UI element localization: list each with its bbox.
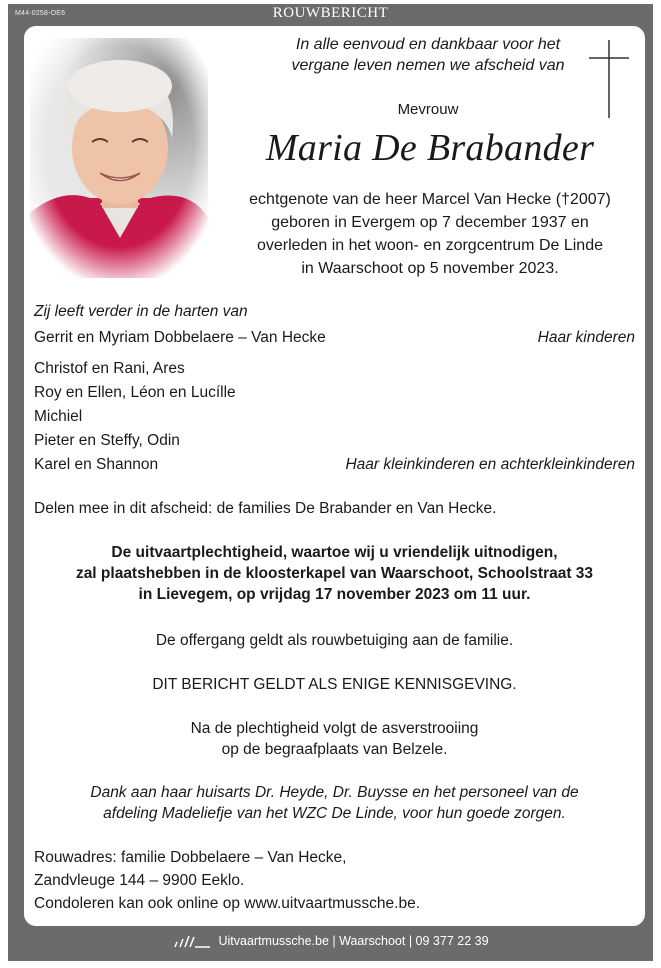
grandchild-line: Pieter en Steffy, Odin xyxy=(34,432,180,449)
children-row xyxy=(34,326,635,350)
address-line: Rouwadres: familie Dobbelaere – Van Hecke, xyxy=(34,849,347,866)
uitvaart-logo-icon xyxy=(172,934,212,948)
biography: echtgenote van de heer Marcel Van Hecke (†2007) geboren in Evergem op 7 december 1937 en overleden in het woon- en zorgcentrum De Linde in Waarschoot op 5 november 2023. xyxy=(249,191,611,277)
notice-text: DIT BERICHT GELDT ALS ENIGE KENNISGEVING. xyxy=(152,676,517,693)
deceased-name: Maria De Brabander xyxy=(265,127,595,169)
address-line: Zandvleuge 144 – 9900 Eeklo. xyxy=(34,872,245,889)
ceremony-text: De uitvaartplechtigheid, waartoe wij u vriendelijk uitnodigen, zal plaatshebben in de kloosterkapel van Waarschoot, Schoolstraat 33 in Lievegem, op vrijdag 17 november 2023 om 11 uur. xyxy=(75,544,594,603)
ashes-text: Na de plechtigheid volgt de asverstrooiing op de begraafplaats van Belzele. xyxy=(190,720,479,758)
families-line: Delen mee in dit afscheid: de families De Brabander en Van Hecke. xyxy=(34,500,497,517)
grandchildren-row xyxy=(34,453,635,477)
portrait-photo xyxy=(30,38,208,278)
ad-code: M44-0258-OE6 xyxy=(15,10,66,17)
children-label: Haar kinderen xyxy=(537,329,635,346)
grandchild-line: Roy en Ellen, Léon en Lucílle xyxy=(34,384,236,401)
intro-text: In alle eenvoud en dankbaar voor het vergane leven nemen we afscheid van xyxy=(291,36,565,74)
grandchildren-label: Haar kleinkinderen en achterkleinkinderen xyxy=(345,456,635,473)
offering-text: De offergang geldt als rouwbetuiging aan de familie. xyxy=(155,632,514,649)
grandchild-line: Michiel xyxy=(34,408,83,425)
children-names: Gerrit en Myriam Dobbelaere – Van Hecke xyxy=(34,329,326,346)
survivors-intro: Zij leeft verder in de harten van xyxy=(34,303,248,320)
condolence-line: Condoleren kan ook online op www.uitvaartmussche.be. xyxy=(34,895,421,912)
thanks-text: Dank aan haar huisarts Dr. Heyde, Dr. Buysse en het personeel van de afdeling Madeliefje van het WZC De Linde, voor hun goede zorgen. xyxy=(90,784,579,822)
grandchild-line: Karel en Shannon xyxy=(34,456,159,473)
grandchild-line: Christof en Rani, Ares xyxy=(34,360,185,377)
footer-text: Uitvaartmussche.be | Waarschoot | 09 377 22 39 xyxy=(218,934,489,948)
honorific: Mevrouw xyxy=(397,101,459,118)
footer xyxy=(0,934,661,948)
header-title: ROUWBERICHT xyxy=(272,5,389,21)
